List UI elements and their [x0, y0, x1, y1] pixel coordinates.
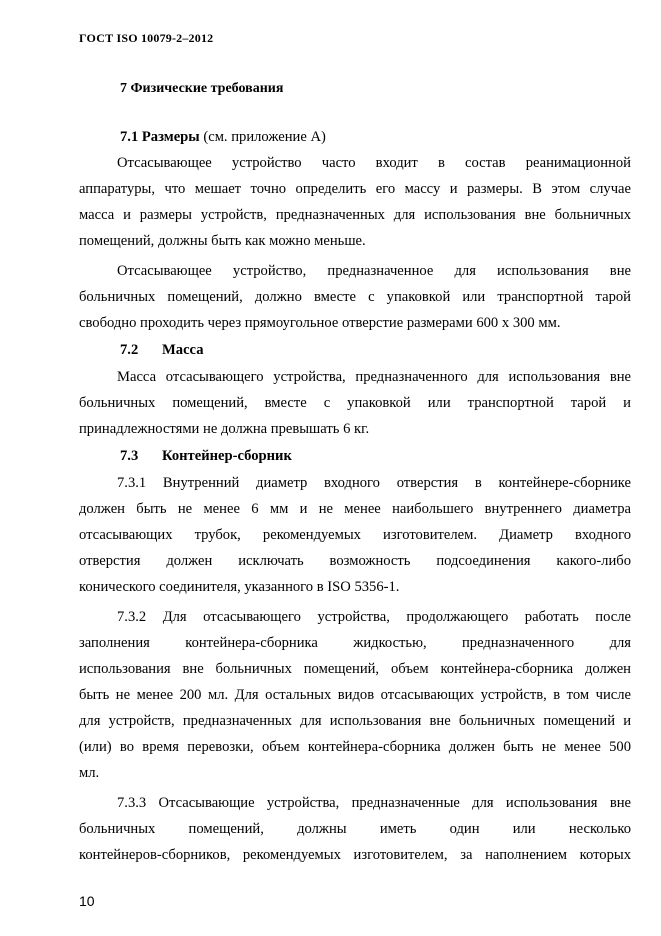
- paragraph-line: должен быть не менее 6 мм и не менее наибольшего внутреннего диаметра: [79, 501, 631, 517]
- paragraph-line: 7.3.3 Отсасывающие устройства, предназначенные для использования вне: [117, 795, 631, 811]
- paragraph-line: свободно проходить через прямоугольное отверстие размерами 600 х 300 мм.: [79, 315, 561, 331]
- paragraph-line: 7.3.2 Для отсасывающего устройства, продолжающего работать после: [117, 609, 631, 625]
- subsection-7-3-number: 7.3: [120, 448, 139, 464]
- paragraph-line: Масса отсасывающего устройства, предназначенного для использования вне: [117, 369, 631, 385]
- paragraph-line: помещений, должны быть как можно меньше.: [79, 233, 366, 249]
- paragraph-line: отверстия должен исключать возможность подсоединения какого-либо: [79, 553, 631, 569]
- paragraph-line: Отсасывающее устройство, предназначенное для использования вне: [117, 263, 631, 279]
- document-header: ГОСТ ISO 10079-2–2012: [79, 31, 214, 45]
- subsection-7-1-ref: (см. приложение А): [199, 129, 326, 145]
- paragraph-line: принадлежностями не должна превышать 6 кг.: [79, 421, 370, 437]
- paragraph-line: контейнеров-сборников, рекомендуемых изготовителем, за наполнением которых: [79, 847, 631, 863]
- page-number: 10: [79, 893, 95, 909]
- paragraph-line: аппаратуры, что мешает точно определить его массу и размеры. В этом случае: [79, 181, 631, 197]
- subsection-7-1-title: 7.1 Размеры: [120, 129, 200, 145]
- paragraph-line: для устройств, предназначенных для использования вне больничных помещений и: [79, 713, 631, 729]
- paragraph-line: быть не менее 200 мл. Для остальных видов отсасывающих устройств, в том числе: [79, 687, 631, 703]
- paragraph-line: больничных помещений, должны иметь один или несколько: [79, 821, 631, 837]
- paragraph-line: конического соединителя, указанного в ISO 5356-1.: [79, 579, 400, 595]
- section-title: 7 Физические требования: [120, 81, 284, 96]
- paragraph-line: Отсасывающее устройство часто входит в состав реанимационной: [117, 155, 631, 171]
- paragraph-line: больничных помещений, вместе с упаковкой или транспортной тарой и: [79, 395, 631, 411]
- paragraph-line: заполнения контейнера-сборника жидкостью, предназначенного для: [79, 635, 631, 651]
- paragraph-line: мл.: [79, 765, 100, 781]
- paragraph-line: 7.3.1 Внутренний диаметр входного отверстия в контейнере-сборнике: [117, 475, 631, 491]
- subsection-7-1-heading: [120, 128, 326, 146]
- paragraph-line: (или) во время перевозки, объем контейнера-сборника должен быть не менее 500: [79, 739, 631, 755]
- paragraph-line: больничных помещений, должно вместе с упаковкой или транспортной тарой: [79, 289, 631, 305]
- paragraph-line: масса и размеры устройств, предназначенных для использования вне больничных: [79, 207, 631, 223]
- subsection-7-3-title: Контейнер-сборник: [162, 448, 292, 464]
- paragraph-line: использования вне больничных помещений, объем контейнера-сборника должен: [79, 661, 631, 677]
- subsection-7-2-number: 7.2: [120, 342, 139, 358]
- paragraph-line: отсасывающих трубок, рекомендуемых изготовителем. Диаметр входного: [79, 527, 631, 543]
- subsection-7-2-title: Масса: [162, 342, 204, 358]
